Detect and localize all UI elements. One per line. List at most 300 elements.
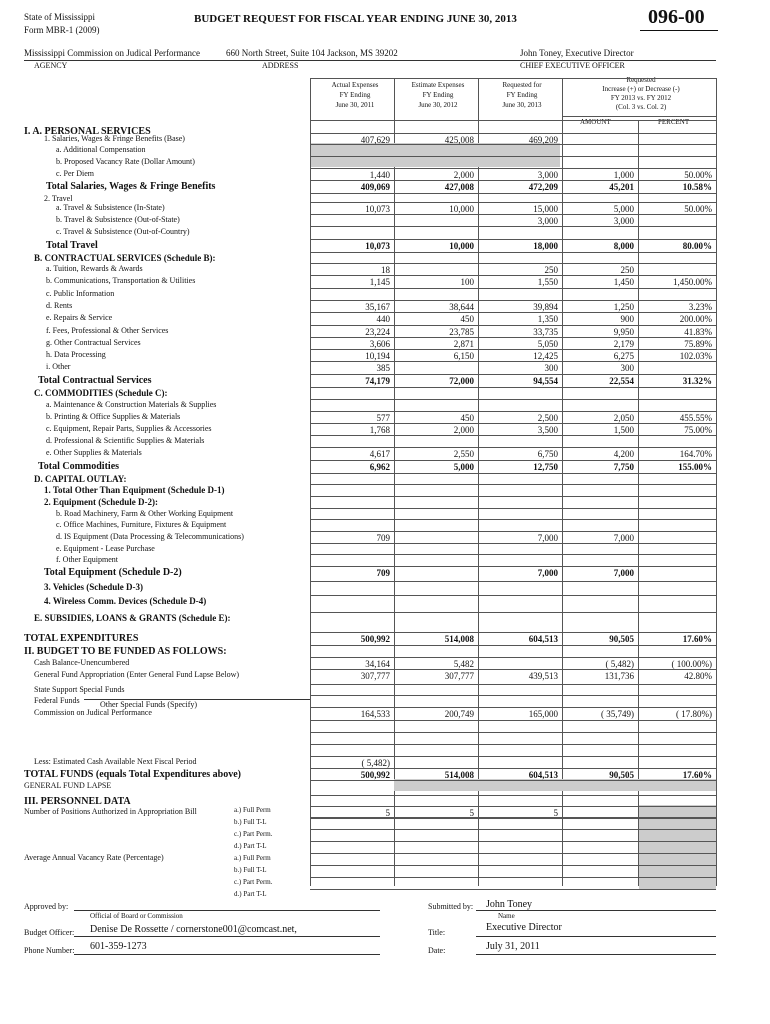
row-label: b. Printing & Office Supplies & Materials (46, 412, 181, 421)
row-label: d. IS Equipment (Data Processing & Telecommunications) (56, 532, 244, 541)
col-change-line2: Increase (+) or Decrease (-) (602, 85, 680, 93)
row-label: c. Office Machines, Furniture, Fixtures & Equipment (56, 520, 227, 529)
col-divider (478, 78, 479, 886)
row-label: D. CAPITAL OUTLAY: (34, 474, 127, 484)
row-label: Total Equipment (Schedule D-2) (44, 567, 182, 578)
top-border (310, 78, 716, 79)
col-change-line3: FY 2013 vs. FY 2012 (610, 94, 672, 102)
col-change-line1: Requested (626, 76, 656, 84)
row-label: Total Travel (46, 240, 98, 251)
row-value: 1,000 (613, 170, 634, 180)
positions-part-perm: c.) Part Perm. (234, 830, 273, 838)
row-rule (310, 252, 716, 253)
row-value: 72,000 (449, 376, 474, 386)
row-rule (310, 473, 716, 474)
row-value: 1,550 (537, 277, 558, 287)
row-value: 164,533 (360, 709, 390, 719)
row-label: II. BUDGET TO BE FUNDED AS FOLLOWS: (24, 646, 227, 657)
row-value: 10,073 (365, 241, 390, 251)
row-value: 10,073 (365, 204, 390, 214)
row-label: Total Commodities (38, 461, 120, 472)
row-value: 250 (620, 265, 634, 275)
date-line (476, 954, 716, 955)
form-code: 096-00 (648, 6, 705, 28)
row-label: c. Per Diem (56, 169, 94, 178)
row-rule (310, 818, 716, 819)
row-label: TOTAL FUNDS (equals Total Expenditures above) (24, 769, 241, 780)
agency-address: 660 North Street, Suite 104 Jackson, MS 39202 (226, 48, 398, 58)
row-rule (310, 645, 716, 646)
title-line (476, 936, 716, 937)
row-label: C. COMMODITIES (Schedule C): (34, 388, 168, 398)
row-value: ( 100.00%) (671, 659, 712, 669)
row-value: 38,644 (449, 302, 474, 312)
row-value: 900 (620, 314, 634, 324)
row-value: 9,950 (613, 327, 634, 337)
phone-value: 601-359-1273 (90, 941, 147, 952)
col-estimate-line3: June 30, 2012 (418, 101, 458, 109)
row-rule (310, 768, 716, 769)
row-value: 6,150 (453, 351, 474, 361)
row-rule (310, 756, 716, 757)
page-title: BUDGET REQUEST FOR FISCAL YEAR ENDING JUNE 30, 2013 (194, 13, 517, 25)
row-rule (310, 595, 716, 596)
row-value: 450 (460, 413, 474, 423)
row-label: c. Public Information (46, 289, 115, 298)
row-value: 407,629 (360, 135, 390, 145)
row-value: 5,050 (537, 339, 558, 349)
row-rule (310, 795, 716, 796)
row-label: Federal Funds (34, 696, 80, 705)
row-value: 200.00% (679, 314, 712, 324)
row-value: 300 (544, 363, 558, 373)
row-rule (310, 435, 716, 436)
row-label: i. Other (46, 362, 71, 371)
row-label: d. Professional & Scientific Supplies & Materials (46, 436, 205, 445)
row-rule (310, 817, 716, 818)
col-divider (562, 78, 563, 886)
row-value: 450 (460, 314, 474, 324)
row-value: 604,513 (528, 634, 558, 644)
row-value: 469,209 (528, 135, 558, 145)
row-value: 10,000 (449, 241, 474, 251)
agency-label: AGENCY (34, 61, 68, 70)
row-rule (310, 239, 716, 240)
row-value: 472,209 (528, 182, 558, 192)
row-value: 200,749 (444, 709, 474, 719)
row-value: ( 5,482) (605, 659, 634, 669)
title-value: Executive Director (486, 922, 562, 933)
row-value: 2,550 (453, 449, 474, 459)
row-value: 12,425 (533, 351, 558, 361)
row-value: 15,000 (533, 204, 558, 214)
row-value: 39,894 (533, 302, 558, 312)
col-actual-header (318, 80, 392, 110)
row-value: 50.00% (684, 170, 712, 180)
col-requested-line3: June 30, 2013 (502, 101, 542, 109)
row-rule (310, 519, 716, 520)
row-value: 18,000 (533, 241, 558, 251)
col-divider (394, 78, 395, 886)
other-special-funds-label: Other Special Funds (Specify) (100, 700, 198, 709)
row-label: Number of Positions Authorized in Appropriation Bill (24, 807, 197, 816)
col-divider (716, 78, 717, 886)
row-rule (310, 411, 716, 412)
row-value: 10.58% (682, 182, 712, 192)
row-label: General Fund Appropriation (Enter General Fund Lapse Below) (34, 670, 240, 679)
row-value: 6,750 (537, 449, 558, 459)
date-value: July 31, 2011 (486, 941, 540, 952)
row-rule (310, 508, 716, 509)
col-divider (638, 120, 639, 886)
col-percent-header: PERCENT (658, 118, 690, 126)
row-value: 3,000 (613, 216, 634, 226)
agency-name: Mississippi Commission on Judical Performance (24, 48, 200, 58)
row-value: 50.00% (684, 204, 712, 214)
row-label: f. Fees, Professional & Other Services (46, 326, 169, 335)
row-value: 2,000 (453, 425, 474, 435)
row-rule (310, 447, 716, 448)
row-rule (310, 484, 716, 485)
row-label: a. Tuition, Rewards & Awards (46, 264, 143, 273)
row-rule (310, 374, 716, 375)
row-value: 1,768 (369, 425, 390, 435)
row-rule (310, 275, 716, 276)
row-rule (310, 193, 716, 194)
row-value: 4,617 (369, 449, 390, 459)
col-divider (310, 78, 311, 886)
row-value: 577 (376, 413, 390, 423)
row-value: 131,736 (604, 671, 634, 681)
budget-officer-value: Denise De Rossette / cornerstone001@comcast.net, (90, 924, 297, 935)
row-label: f. Other Equipment (56, 555, 118, 564)
row-rule (310, 460, 716, 461)
submitted-line (476, 910, 716, 911)
positions-part-tl: d.) Part T-L (234, 842, 267, 850)
row-rule (310, 853, 716, 854)
row-rule (310, 312, 716, 313)
row-rule (310, 300, 716, 301)
row-value: 439,513 (528, 671, 558, 681)
row-value: 7,000 (537, 533, 558, 543)
row-value: 3,000 (537, 170, 558, 180)
vacancy-part-tl: d.) Part T-L (234, 890, 267, 898)
row-value: 5 (553, 808, 558, 818)
row-label: a. Maintenance & Construction Materials & Supplies (46, 400, 217, 409)
row-value: 709 (376, 533, 390, 543)
row-value: 440 (376, 314, 390, 324)
row-rule (310, 202, 716, 203)
row-value: 90,505 (609, 770, 634, 780)
row-rule (310, 707, 716, 708)
row-value: 42.80% (684, 671, 712, 681)
row-label: b. Travel & Subsistence (Out-of-State) (56, 215, 180, 224)
row-value: 1,145 (369, 277, 390, 287)
row-rule (310, 133, 716, 134)
row-value: 409,069 (360, 182, 390, 192)
row-rule (310, 732, 716, 733)
row-value: ( 35,749) (601, 709, 634, 719)
row-rule (310, 325, 716, 326)
approved-by-line (74, 910, 380, 911)
row-label: g. Other Contractual Services (46, 338, 141, 347)
shaded-cell (311, 143, 560, 167)
row-value: 23,224 (365, 327, 390, 337)
phone-label: Phone Number: (24, 946, 75, 955)
row-value: 165,000 (528, 709, 558, 719)
row-label: 1. Salaries, Wages & Fringe Benefits (Base) (44, 134, 185, 143)
row-rule (310, 566, 716, 567)
row-label: d. Rents (46, 301, 73, 310)
row-rule (310, 531, 716, 532)
chief-executive-officer: John Toney, Executive Director (520, 48, 634, 58)
positions-full-tl: b.) Full T-L (234, 818, 267, 826)
vacancy-full-perm: a.) Full Perm (234, 854, 271, 862)
col-change-line4: (Col. 3 vs. Col. 2) (615, 103, 667, 111)
row-rule (310, 632, 716, 633)
row-rule (310, 877, 716, 878)
row-rule (310, 496, 716, 497)
row-value: 385 (376, 363, 390, 373)
row-rule (310, 543, 716, 544)
change-divider (562, 116, 716, 117)
submitted-by-label: Submitted by: (428, 902, 474, 911)
row-rule (310, 554, 716, 555)
row-rule (310, 399, 716, 400)
row-value: 5,000 (613, 204, 634, 214)
name-label: Name (498, 912, 515, 920)
vacancy-rate-label: Average Annual Vacancy Rate (Percentage) (24, 853, 164, 862)
row-value: 427,008 (444, 182, 474, 192)
row-rule (310, 226, 716, 227)
row-value: 7,000 (537, 568, 558, 578)
row-rule (310, 806, 716, 807)
row-value: 500,992 (360, 770, 390, 780)
row-rule (310, 720, 716, 721)
row-rule (310, 361, 716, 362)
row-value: 4,200 (613, 449, 634, 459)
col-actual-line1: Actual Expenses (331, 81, 379, 89)
row-value: 155.00% (678, 462, 712, 472)
row-label: b. Proposed Vacancy Rate (Dollar Amount) (56, 157, 195, 166)
row-label: Cash Balance-Unencumbered (34, 658, 130, 667)
row-label: TOTAL EXPENDITURES (24, 633, 139, 644)
row-rule (310, 684, 716, 685)
row-value: 3,500 (537, 425, 558, 435)
row-value: 5,000 (453, 462, 474, 472)
row-label: b. Communications, Transportation & Utilities (46, 276, 196, 285)
vacancy-full-tl: b.) Full T-L (234, 866, 267, 874)
row-value: 10,194 (365, 351, 390, 361)
row-rule (310, 144, 716, 145)
row-label: III. PERSONNEL DATA (24, 796, 131, 807)
row-value: 514,008 (444, 634, 474, 644)
row-value: 5 (469, 808, 474, 818)
row-label: b. Road Machinery, Farm & Other Working Equipment (56, 509, 234, 518)
row-value: 164.70% (679, 449, 712, 459)
col-actual-line2: FY Ending (339, 91, 371, 99)
row-value: 8,000 (613, 241, 634, 251)
row-rule (310, 841, 716, 842)
row-value: 102.03% (679, 351, 712, 361)
phone-line (74, 954, 380, 955)
row-value: 5 (385, 808, 390, 818)
row-value: 22,554 (609, 376, 634, 386)
row-value: 74,179 (365, 376, 390, 386)
col-requested-line1: Requested for (502, 81, 542, 89)
row-value: 80.00% (682, 241, 712, 251)
row-value: 5,482 (453, 659, 474, 669)
row-value: 425,008 (444, 135, 474, 145)
official-label: Official of Board or Commission (90, 912, 183, 920)
col-estimate-header (398, 80, 478, 110)
row-rule (310, 263, 716, 264)
row-label: Less: Estimated Cash Available Next Fiscal Period (34, 757, 197, 766)
form-id: Form MBR-1 (2009) (24, 25, 100, 35)
row-value: 2,871 (453, 339, 474, 349)
col-amount-header: AMOUNT (580, 118, 611, 126)
row-value: 307,777 (360, 671, 390, 681)
row-label: Total Contractual Services (38, 375, 152, 386)
row-value: 7,000 (613, 568, 634, 578)
row-value: 3,606 (369, 339, 390, 349)
col-change-header (566, 76, 716, 112)
vacancy-part-perm: c.) Part Perm. (234, 878, 273, 886)
row-label: a. Travel & Subsistence (In-State) (56, 203, 165, 212)
row-value: 7,750 (613, 462, 634, 472)
row-label: State Support Special Funds (34, 685, 125, 694)
row-label: c. Equipment, Repair Parts, Supplies & Accessories (46, 424, 212, 433)
address-label: ADDRESS (262, 61, 299, 70)
row-label: a. Additional Compensation (56, 145, 146, 154)
row-value: 2,000 (453, 170, 474, 180)
budget-table (24, 120, 716, 898)
positions-full-perm: a.) Full Perm (234, 806, 271, 814)
row-value: 3,000 (537, 216, 558, 226)
row-rule (310, 288, 716, 289)
row-value: 307,777 (444, 671, 474, 681)
row-label: Commission on Judical Performance (34, 708, 152, 717)
row-value: 709 (376, 568, 390, 578)
row-value: 2,050 (613, 413, 634, 423)
row-value: 100 (460, 277, 474, 287)
row-value: 1,350 (537, 314, 558, 324)
row-value: 455.55% (679, 413, 712, 423)
row-value: 6,275 (613, 351, 634, 361)
col-actual-line3: June 30, 2011 (335, 101, 375, 109)
row-value: 45,201 (609, 182, 634, 192)
row-value: 514,008 (444, 770, 474, 780)
row-value: 300 (620, 363, 634, 373)
row-value: 17.60% (682, 634, 712, 644)
row-rule (310, 423, 716, 424)
row-value: 6,962 (369, 462, 390, 472)
row-value: 7,000 (613, 533, 634, 543)
row-label: E. SUBSIDIES, LOANS & GRANTS (Schedule E): (34, 613, 231, 623)
row-value: 1,250 (613, 302, 634, 312)
row-rule (310, 829, 716, 830)
row-value: 35,167 (365, 302, 390, 312)
row-value: 250 (544, 265, 558, 275)
row-value: 1,450.00% (673, 277, 712, 287)
ceo-label: CHIEF EXECUTIVE OFFICER (520, 61, 625, 70)
row-value: 3.23% (688, 302, 712, 312)
row-label: c. Travel & Subsistence (Out-of-Country) (56, 227, 190, 236)
row-label: B. CONTRACTUAL SERVICES (Schedule B): (34, 253, 216, 263)
row-rule (310, 214, 716, 215)
row-label: e. Equipment - Lease Purchase (56, 544, 155, 553)
row-rule (310, 168, 716, 169)
row-value: 31.32% (682, 376, 712, 386)
row-rule (310, 156, 716, 157)
row-rule (310, 581, 716, 582)
row-value: 23,785 (449, 327, 474, 337)
row-value: 1,500 (613, 425, 634, 435)
shaded-cell (639, 853, 716, 889)
row-rule (310, 612, 716, 613)
row-label: Total Salaries, Wages & Fringe Benefits (46, 181, 216, 192)
col-requested-header (482, 80, 562, 110)
col-requested-line2: FY Ending (506, 91, 538, 99)
row-value: ( 17.80%) (676, 709, 712, 719)
row-label: e. Other Supplies & Materials (46, 448, 142, 457)
approved-by-label: Approved by: (24, 902, 69, 911)
row-label: GENERAL FUND LAPSE (24, 781, 112, 790)
row-value: 75.00% (684, 425, 712, 435)
row-value: 94,554 (533, 376, 558, 386)
row-label: 2. Travel (44, 194, 73, 203)
row-label: h. Data Processing (46, 350, 106, 359)
row-value: 75.89% (684, 339, 712, 349)
row-value: 2,500 (537, 413, 558, 423)
title-label: Title: (428, 928, 446, 937)
row-rule (310, 180, 716, 181)
row-rule (310, 744, 716, 745)
row-value: ( 5,482) (361, 758, 390, 768)
row-rule (310, 349, 716, 350)
row-value: 34,164 (365, 659, 390, 669)
row-value: 90,505 (609, 634, 634, 644)
row-label: 4. Wireless Comm. Devices (Schedule D-4) (44, 596, 207, 606)
row-rule (310, 337, 716, 338)
row-value: 10,000 (449, 204, 474, 214)
budget-officer-line (74, 936, 380, 937)
row-rule (310, 657, 716, 658)
state-name: State of Mississippi (24, 12, 96, 22)
row-value: 17.60% (682, 770, 712, 780)
row-value: 1,440 (369, 170, 390, 180)
col-estimate-line1: Estimate Expenses (411, 81, 465, 89)
row-rule (310, 695, 716, 696)
submitted-by-value: John Toney (486, 899, 533, 910)
row-value: 604,513 (528, 770, 558, 780)
row-rule (310, 387, 716, 388)
other-special-funds-line (84, 699, 310, 700)
row-label: e. Repairs & Service (46, 313, 113, 322)
row-label: 1. Total Other Than Equipment (Schedule D-1) (44, 485, 225, 495)
row-value: 2,179 (613, 339, 634, 349)
row-value: 1,450 (613, 277, 634, 287)
header-bottom (310, 120, 716, 121)
row-value: 41.83% (684, 327, 712, 337)
row-rule (310, 669, 716, 670)
budget-officer-label: Budget Officer: (24, 928, 75, 937)
row-value: 12,750 (533, 462, 558, 472)
row-rule (310, 889, 716, 890)
col-estimate-line2: FY Ending (422, 91, 454, 99)
date-label: Date: (428, 946, 446, 955)
row-value: 33,735 (533, 327, 558, 337)
